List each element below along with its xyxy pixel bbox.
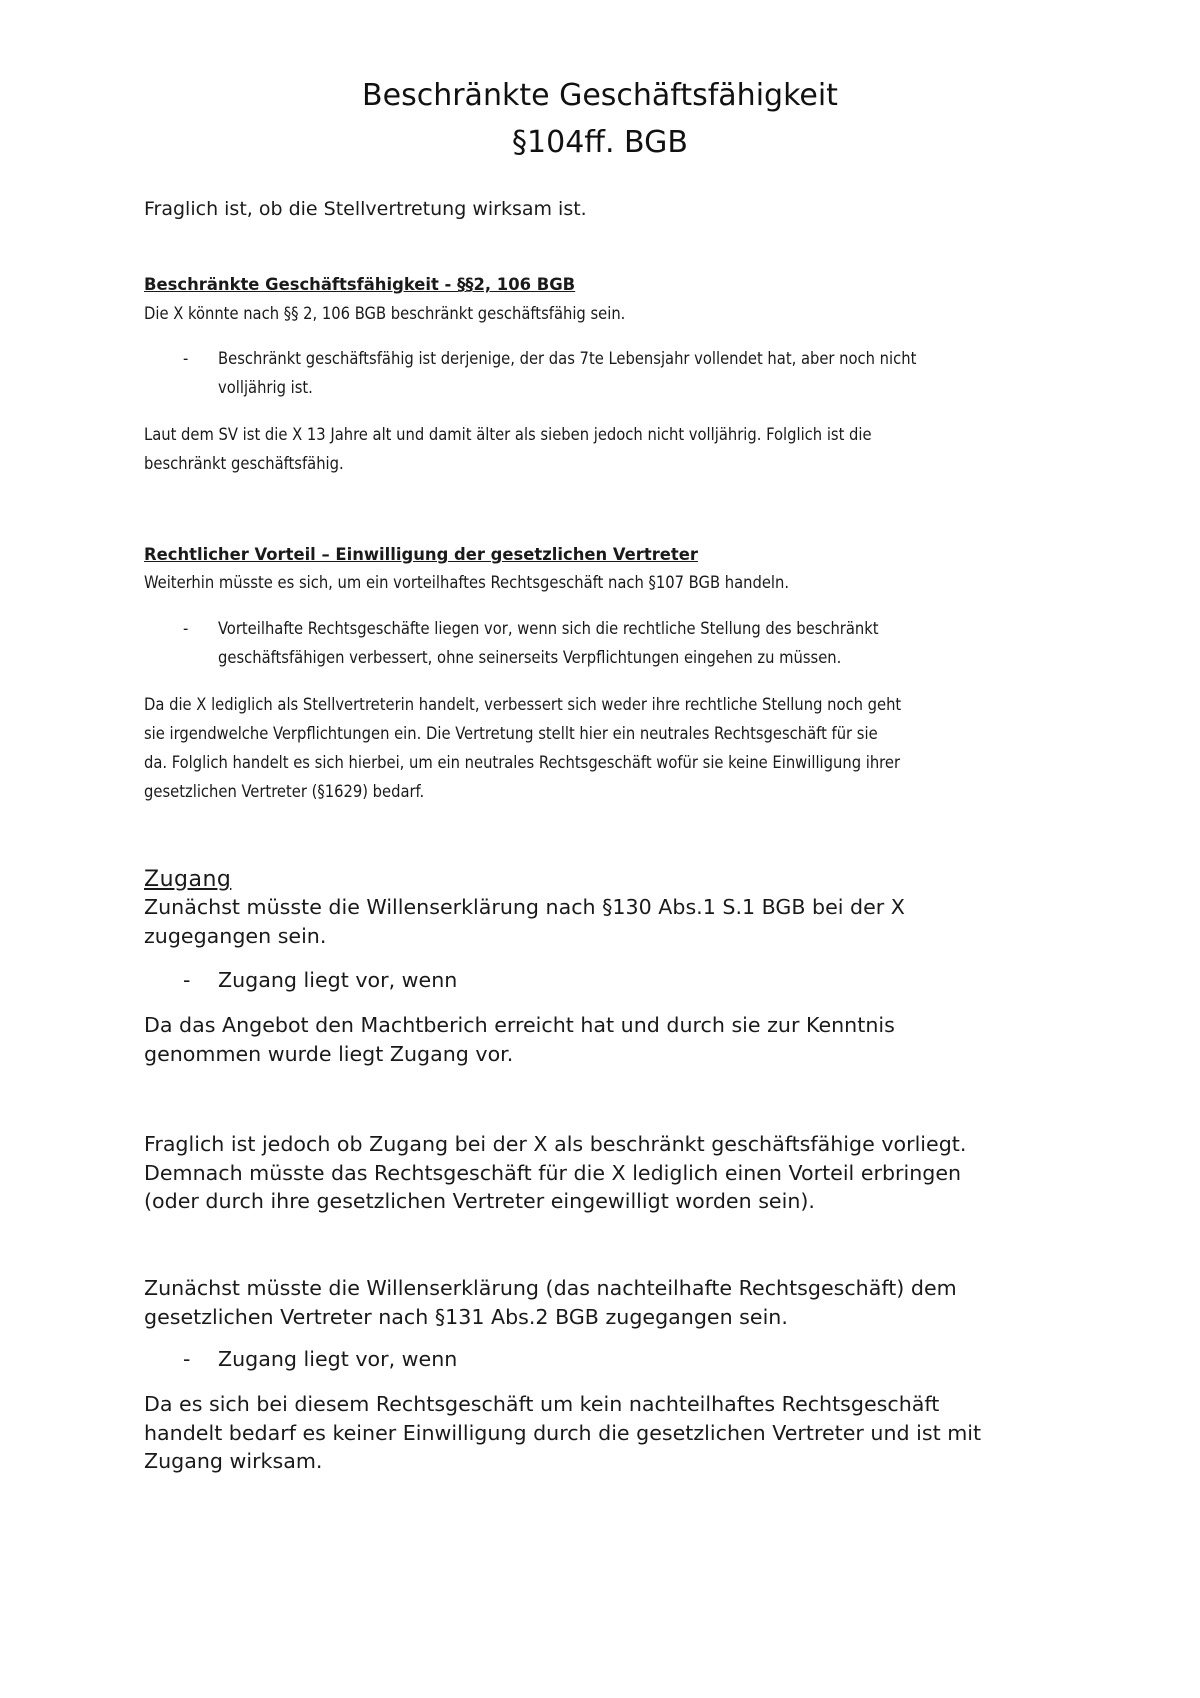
paragraph-line: Laut dem SV ist die X 13 Jahre alt und damit älter als sieben jedoch nicht volljährig. Folglich ist die: [144, 425, 872, 444]
bullet-text: [218, 344, 1064, 402]
paragraph-line: (oder durch ihre gesetzlichen Vertreter eingewilligt worden sein).: [144, 1189, 815, 1213]
section3-intro: [144, 893, 1064, 950]
document-subtitle: §104ff. BGB: [512, 125, 688, 160]
paragraph-line: Demnach müsste das Rechtsgeschäft für die X lediglich einen Vorteil erbringen: [144, 1160, 962, 1185]
bullet-dash: -: [183, 1347, 191, 1371]
paragraph-line: gesetzlichen Vertreter nach §131 Abs.2 BGB zugegangen sein.: [144, 1304, 788, 1329]
bullet-line: Beschränkt geschäftsfähig ist derjenige, der das 7te Lebensjahr vollendet hat, aber noch nicht: [218, 349, 917, 368]
section3-paragraph1: [144, 1011, 1064, 1068]
section3-heading: Zugang: [144, 867, 232, 892]
paragraph-line: Fraglich ist jedoch ob Zugang bei der X als beschränkt geschäftsfähige vorliegt.: [144, 1132, 967, 1156]
bullet-text: Zugang liegt vor, wenn: [218, 1347, 458, 1371]
paragraph-line: sie irgendwelche Verpflichtungen ein. Die Vertretung stellt hier ein neutrales Rechtsgeschäft für sie: [144, 724, 878, 743]
bullet-dash: -: [183, 619, 189, 638]
paragraph-line: beschränkt geschäftsfähig.: [144, 454, 344, 473]
section3-paragraph4: [144, 1390, 1064, 1476]
bullet-dash: -: [183, 968, 191, 992]
section1-line: Die X könnte nach §§ 2, 106 BGB beschränkt geschäftsfähig sein.: [144, 304, 626, 323]
paragraph-line: genommen wurde liegt Zugang vor.: [144, 1041, 514, 1066]
paragraph-line: Da das Angebot den Machtberich erreicht hat und durch sie zur Kenntnis: [144, 1013, 895, 1037]
bullet-text: Zugang liegt vor, wenn: [218, 968, 458, 992]
paragraph-line: zugegangen sein.: [144, 923, 327, 948]
section2-paragraph: [144, 690, 1064, 806]
section2-line: Weiterhin müsste es sich, um ein vorteilhaftes Rechtsgeschäft nach §107 BGB handeln.: [144, 573, 790, 592]
section2-heading: Rechtlicher Vorteil – Einwilligung der gesetzlichen Vertreter: [144, 545, 698, 564]
bullet-line: volljährig ist.: [218, 378, 313, 397]
paragraph-line: Zunächst müsste die Willenserklärung (das nachteilhafte Rechtsgeschäft) dem: [144, 1276, 957, 1300]
bullet-dash: -: [183, 349, 189, 368]
paragraph-line: Da es sich bei diesem Rechtsgeschäft um kein nachteilhaftes Rechtsgeschäft: [144, 1392, 940, 1416]
paragraph-line: handelt bedarf es keiner Einwilligung durch die gesetzlichen Vertreter und ist mit: [144, 1420, 982, 1445]
paragraph-line: Zugang wirksam.: [144, 1449, 323, 1473]
section3-paragraph2: [144, 1130, 1064, 1216]
section1-heading: Beschränkte Geschäftsfähigkeit - §§2, 106 BGB: [144, 275, 576, 294]
section1-conclusion: [144, 420, 1064, 478]
bullet-text: [218, 614, 1064, 672]
paragraph-line: da. Folglich handelt es sich hierbei, um ein neutrales Rechtsgeschäft wofür sie keine Einwilligung ihrer: [144, 753, 901, 772]
section3-paragraph3: [144, 1274, 1064, 1331]
intro-text: Fraglich ist, ob die Stellvertretung wirksam ist.: [144, 198, 587, 220]
document-title: Beschränkte Geschäftsfähigkeit: [362, 78, 838, 113]
bullet-line: Vorteilhafte Rechtsgeschäfte liegen vor, wenn sich die rechtliche Stellung des beschränkt: [218, 619, 879, 638]
paragraph-line: Zunächst müsste die Willenserklärung nach §130 Abs.1 S.1 BGB bei der X: [144, 895, 905, 919]
bullet-line: geschäftsfähigen verbessert, ohne seinerseits Verpflichtungen eingehen zu müssen.: [218, 648, 842, 667]
paragraph-line: Da die X lediglich als Stellvertreterin handelt, verbessert sich weder ihre rechtliche Stellung noch geht: [144, 695, 902, 714]
paragraph-line: gesetzlichen Vertreter (§1629) bedarf.: [144, 782, 425, 801]
